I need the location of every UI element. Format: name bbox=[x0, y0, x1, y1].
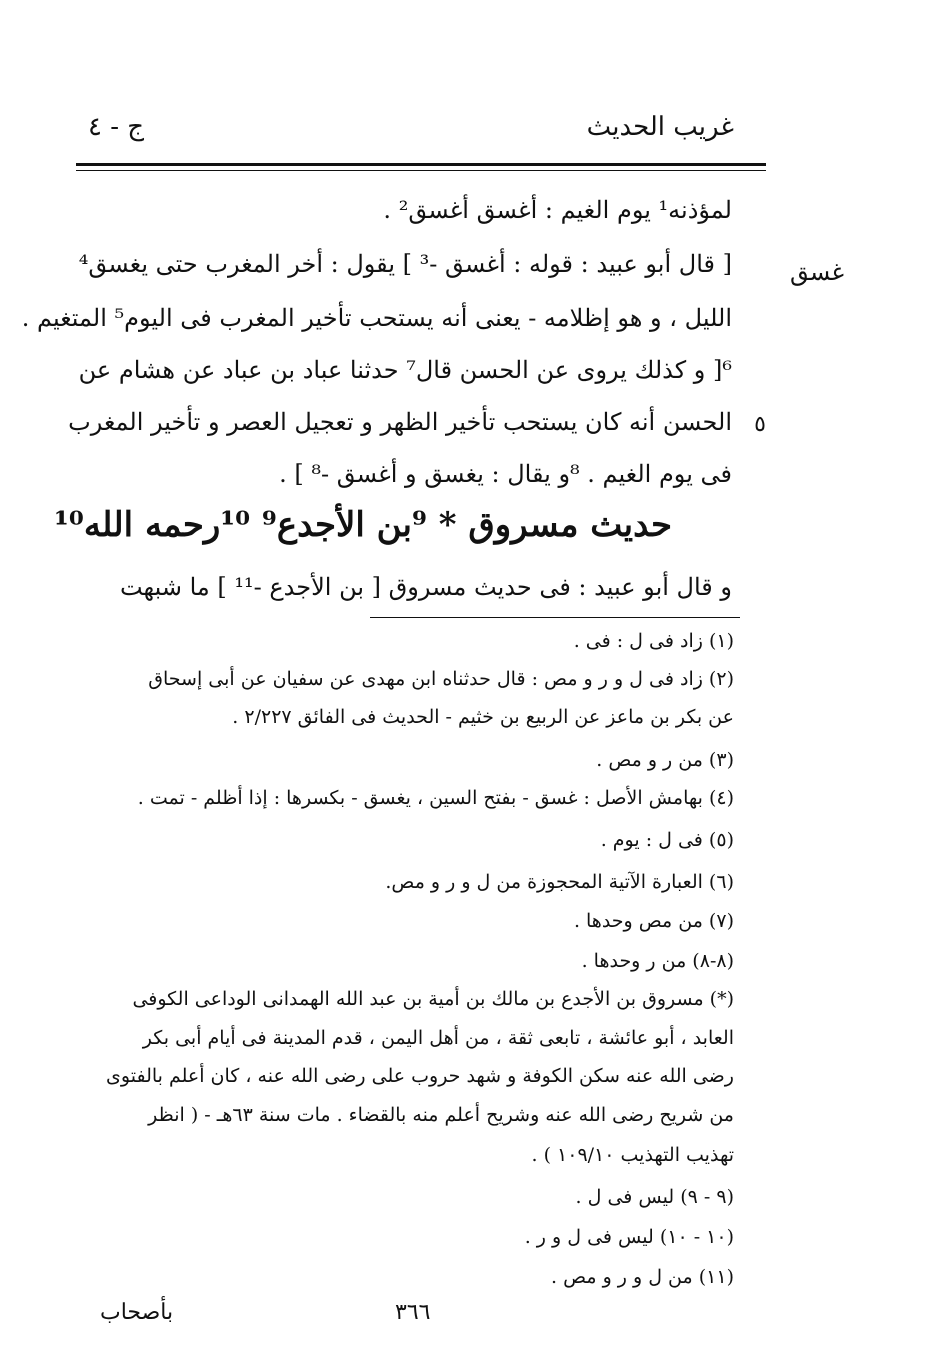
header-rule-thin bbox=[76, 170, 766, 171]
page-number: ٣٦٦ bbox=[395, 1300, 431, 1325]
body-line: [ قال أبو عبيد : قوله : أغسق -³ ] يقول : أخر المغرب حتى يغسق⁴ bbox=[78, 250, 732, 278]
margin-keyword: غسق bbox=[790, 258, 844, 286]
footnote-line: (١٠ - ١٠) ليس فى ل و ر . bbox=[524, 1226, 734, 1248]
footnote-line: (٩ - ٩) ليس فى ل . bbox=[575, 1186, 734, 1208]
footnote-line: (١) زاد فى ل : فى . bbox=[573, 630, 734, 652]
body-line: و قال أبو عبيد : فى حديث مسروق [ بن الأجدع -¹¹ ] ما شبهت bbox=[119, 573, 732, 601]
catchword: بأصحاب bbox=[100, 1300, 174, 1325]
footnote-line: (٦) العبارة الآتية المحجوزة من ل و ر و مص. bbox=[385, 871, 734, 893]
margin-line-number: ٥ bbox=[754, 412, 766, 437]
footnote-line: (١١) من ل و ر و مص . bbox=[551, 1266, 734, 1288]
footnote-line: (٧) من مص وحدها . bbox=[573, 910, 734, 932]
footnote-line: (*) مسروق بن الأجدع بن مالك بن أمية بن عبد الله الهمدانى الوداعى الكوفى bbox=[132, 988, 734, 1010]
body-line: ⁶[ و كذلك يروى عن الحسن قال⁷ حدثنا عباد بن عباد عن هشام عن bbox=[78, 356, 732, 384]
footnote-line: العابد ، أبو عائشة ، تابعى ثقة ، من أهل اليمن ، قدم المدينة فى أيام أبى بكر bbox=[142, 1027, 734, 1049]
footnote-line: تهذيب التهذيب ١٠٩/١٠ ) . bbox=[531, 1144, 734, 1166]
footnote-line: عن بكر بن ماعز عن الربيع بن خثيم - الحديث فى الفائق ٢/٢٢٧ . bbox=[232, 706, 734, 728]
footnote-line: (٨-٨) من ر وحدها . bbox=[581, 950, 734, 972]
footnote-line: (٤) بهامش الأصل : غسق - بفتح السين ، يغسق - بكسرها : إذا أظلم - تمت . bbox=[137, 787, 734, 809]
header-rule-thick bbox=[76, 163, 766, 166]
footnote-line: (٥) فى ل : يوم . bbox=[600, 829, 734, 851]
footnote-line: من شريح رضى الله عنه وشريح أعلم منه بالقضاء . مات سنة ٦٣هـ - ( انظر bbox=[148, 1104, 734, 1126]
body-line: لمؤذنه¹ يوم الغيم : أغسق أغسق² . bbox=[383, 196, 732, 224]
section-heading: حديث مسروق * ⁹بن الأجدع⁹ ¹⁰رحمه الله¹⁰ bbox=[54, 505, 672, 545]
footnote-line: (٣) من ر و مص . bbox=[596, 749, 734, 771]
body-line: الحسن أنه كان يستحب تأخير الظهر و تعجيل العصر و تأخير المغرب bbox=[68, 408, 732, 436]
footnote-line: (٢) زاد فى ل و ر و مص : قال حدثناه ابن مهدى عن سفيان عن أبى إسحاق bbox=[148, 668, 734, 690]
running-title: غريب الحديث bbox=[586, 112, 734, 142]
footnote-rule bbox=[370, 617, 740, 618]
volume-label: ج - ٤ bbox=[88, 112, 145, 142]
footnote-line: رضى الله عنه سكن الكوفة و شهد حروب على رضى الله عنه ، كان أعلم بالفتوى bbox=[106, 1065, 734, 1087]
body-line: فى يوم الغيم . ⁸و يقال : يغسق و أغسق -⁸ ] . bbox=[279, 460, 732, 488]
body-line: الليل ، و هو إظلامه - يعنى أنه يستحب تأخير المغرب فى اليوم⁵ المتغيم . bbox=[21, 304, 732, 332]
